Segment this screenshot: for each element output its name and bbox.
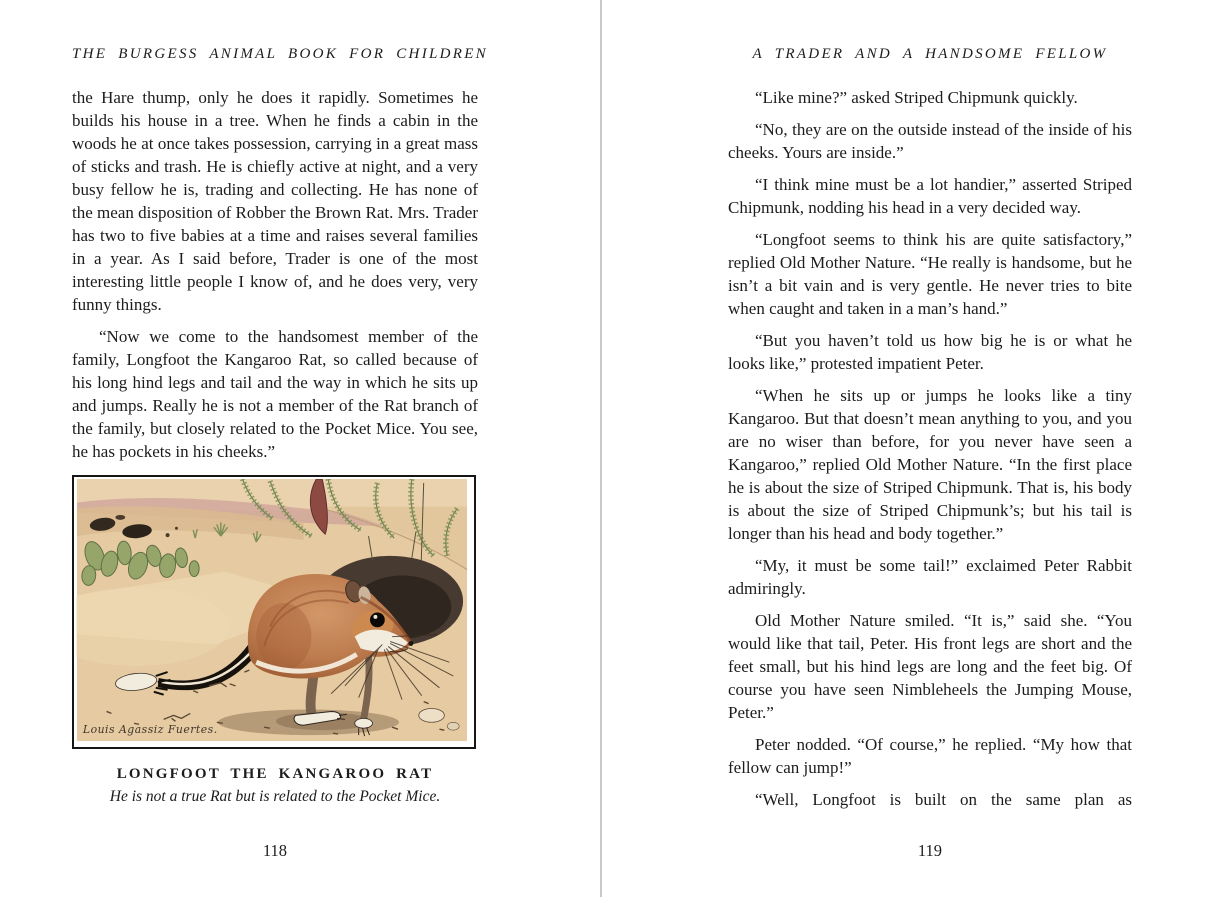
paragraph: Peter nodded. “Of course,” he replied. “My how that fellow can jump!” xyxy=(728,735,1132,777)
bank-speck xyxy=(175,527,178,530)
paragraph: “No, they are on the outside instead of the inside of his cheeks. Yours are inside.” xyxy=(728,120,1132,162)
left-page-number: 118 xyxy=(262,841,288,860)
right-running-head: A TRADER AND A HANDSOME FELLOW xyxy=(752,46,1108,62)
right-body-text xyxy=(728,86,1132,811)
paragraph: Old Mother Nature smiled. “It is,” said she. “You would like that tail, Peter. His front legs are short and the feet small, but his hind legs are long and the feet big. Of course you have seen Nimbleheels the Jumping Mouse, Peter.” xyxy=(728,611,1132,722)
hind-leg xyxy=(311,676,314,713)
illustration-caption-subtitle: He is not a true Rat but is related to the Pocket Mice. xyxy=(109,788,441,805)
page-left xyxy=(72,46,488,860)
nose xyxy=(408,641,413,646)
paragraph: “Well, Longfoot is built on the same plan as xyxy=(755,790,1132,809)
rump-shading xyxy=(256,603,311,670)
front-paw xyxy=(355,718,373,728)
page-gutter-divider xyxy=(600,0,602,897)
white-stone xyxy=(419,708,445,722)
paragraph: “Now we come to the handsomest member of the family, Longfoot the Kangaroo Rat, so called because of his long hind legs and tail and the way in which he sits up and jumps. Really he is not a member of the Rat branch of the family, but closely related to the Pocket Mice. You see, he has pockets in his cheeks.” xyxy=(72,327,478,461)
small-stone xyxy=(447,722,459,730)
page-right xyxy=(728,46,1132,860)
paragraph: “My, it must be some tail!” exclaimed Peter Rabbit admiringly. xyxy=(728,556,1132,598)
eye-highlight xyxy=(373,615,377,619)
bank-speck xyxy=(166,533,170,537)
right-page-number: 119 xyxy=(917,841,943,860)
paragraph: “But you haven’t told us how big he is or what he looks like,” protested impatient Peter. xyxy=(728,331,1132,373)
paragraph: “Like mine?” asked Striped Chipmunk quickly. xyxy=(755,88,1078,107)
eye xyxy=(370,612,385,627)
artist-signature: Louis Agassiz Fuertes. xyxy=(82,723,218,737)
kangaroo-rat-painting xyxy=(76,479,468,741)
kangaroo-rat-illustration xyxy=(72,475,476,749)
paragraph: “When he sits up or jumps he looks like a tiny Kangaroo. But that doesn’t mean anything to you, and you are no wiser than before, for you never have seen a Kangaroo,” replied Old Mother Nature. “In the first place he is about the size of Striped Chipmunk. That is, his body is about the size of Striped Chipmunk’s; but his tail is longer than his head and body together.” xyxy=(728,386,1132,543)
bank-hole-small xyxy=(115,515,125,520)
illustration-caption-title: LONGFOOT THE KANGAROO RAT xyxy=(116,766,434,782)
left-running-head: THE BURGESS ANIMAL BOOK FOR CHILDREN xyxy=(72,46,488,62)
paragraph: “I think mine must be a lot handier,” asserted Striped Chipmunk, nodding his head in a very decided way. xyxy=(728,175,1132,217)
paragraph: “Longfoot seems to think his are quite satisfactory,” replied Old Mother Nature. “He really is handsome, but he isn’t a bit vain and is very gentle. He never tries to bite when caught and taken in a man’s hand.” xyxy=(728,230,1132,318)
left-body-text xyxy=(72,86,478,463)
paragraph: the Hare thump, only he does it rapidly. Sometimes he builds his house in a tree. When he finds a cabin in the woods he at once takes possession, carrying in a great mass of sticks and trash. He is chiefly active at night, and a very busy fellow he is, trading and collecting. He has none of the mean disposition of Robber the Brown Rat. Mrs. Trader has two to five babies at a time and raises several families in a year. As I said before, Trader is one of the most interesting little people I know of, and he does very, very funny things. xyxy=(72,88,478,314)
